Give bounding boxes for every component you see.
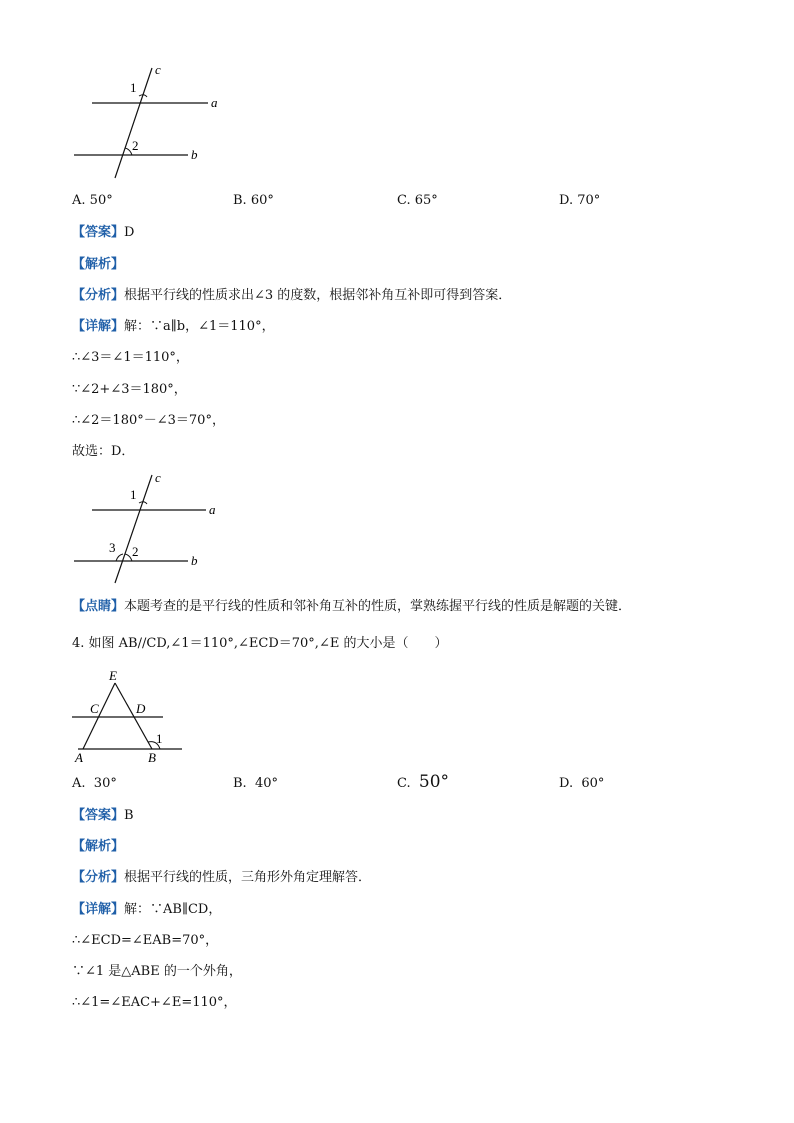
label-d: D [136, 701, 146, 716]
q3-option-b: B. 60° [233, 193, 274, 208]
label-1: 1 [130, 80, 137, 95]
figure-triangle [60, 666, 190, 766]
q4-step-3: ∵∠1 是△ABE 的一个外角， [72, 964, 242, 979]
angle-3-arc [116, 554, 123, 561]
angle-2-arc [125, 554, 132, 561]
label-1: 1 [156, 731, 163, 746]
q3-jiexi: 【解析】 [72, 257, 125, 272]
side-ae [83, 683, 115, 749]
q4-step-4: ∴∠1=∠EAC+∠E=110°， [72, 995, 237, 1010]
label-b: b [191, 147, 198, 162]
angle-2-arc [125, 148, 132, 155]
q4-answer: 【答案】B [72, 808, 134, 823]
q3-step-3: ∵∠2+∠3＝180°， [72, 382, 187, 397]
q4-fenxi: 【分析】根据平行线的性质，三角形外角定理解答． [72, 870, 372, 885]
label-b: b [191, 553, 198, 568]
label-c: C [90, 701, 99, 716]
q4-option-c: C. 50° [397, 772, 450, 792]
figure-parallel-lines-1 [60, 62, 240, 184]
label-2: 2 [132, 138, 139, 153]
q3-dianjing: 【点睛】本题考查的是平行线的性质和邻补角互补的性质，掌熟练握平行线的性质是解题的关键． [72, 599, 632, 614]
q4-option-d: D. 60° [559, 776, 605, 791]
label-a: A [75, 750, 83, 765]
q3-xiangjie: 【详解】解：∵a∥b，∠1＝110°， [72, 319, 275, 334]
side-eb [115, 683, 152, 749]
q4-xiangjie: 【详解】解：∵AB∥CD， [72, 902, 222, 917]
figure-parallel-lines-2 [60, 471, 240, 587]
label-a: a [211, 95, 218, 110]
label-2: 2 [132, 544, 139, 559]
q4-step-2: ∴∠ECD=∠EAB=70°， [72, 933, 219, 948]
q3-option-c: C. 65° [397, 193, 438, 208]
label-e: E [109, 668, 117, 683]
q4-question: 4. 如图 AB//CD,∠1＝110°,∠ECD＝70°,∠E 的大小是（ ） [72, 636, 448, 651]
q3-fenxi: 【分析】根据平行线的性质求出∠3 的度数，根据邻补角互补即可得到答案． [72, 288, 512, 303]
label-c: c [155, 471, 161, 485]
label-3: 3 [109, 540, 116, 555]
q4-option-b: B. 40° [233, 776, 278, 791]
q3-step-2: ∴∠3＝∠1＝110°， [72, 350, 189, 365]
q3-guxuan: 故选：D． [72, 444, 135, 459]
label-b: B [148, 750, 156, 765]
q3-answer: 【答案】D [72, 225, 135, 240]
q4-option-a: A. 30° [72, 776, 117, 791]
q3-option-d: D. 70° [559, 193, 601, 208]
label-a: a [209, 502, 216, 517]
q3-option-a: A. 50° [72, 193, 113, 208]
label-1: 1 [130, 487, 137, 502]
label-c: c [155, 62, 161, 77]
q4-jiexi: 【解析】 [72, 839, 125, 854]
q3-step-4: ∴∠2＝180°－∠3＝70°， [72, 413, 225, 428]
